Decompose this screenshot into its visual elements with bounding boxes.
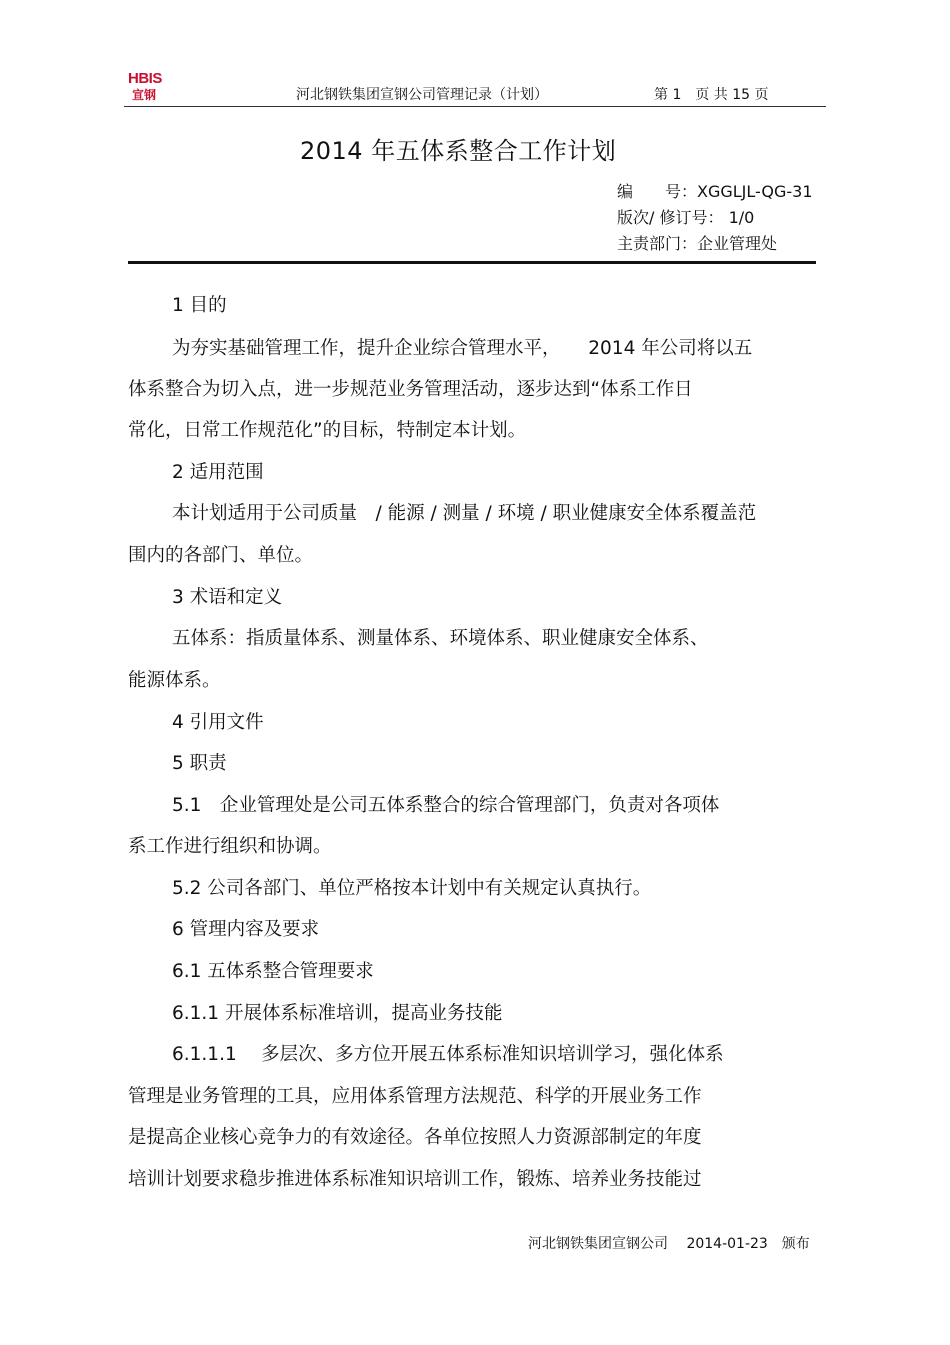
section-heading: 6 管理内容及要求 [172,919,320,940]
logo-text-bottom: 宣钢 [132,88,157,102]
paragraph-line: 体系整合为切入点，进一步规范业务管理活动，逐步达到“体系工作日 [128,379,693,400]
meta-department: 主责部门：企业管理处 [617,234,778,253]
meta-doc-number: 编 号：XGGLJL-QG-31 [617,182,813,201]
paragraph-line: 培训计划要求稳步推进体系标准知识培训工作，锻炼、培养业务技能过 [128,1169,702,1190]
title-divider [128,261,816,264]
header-divider [124,106,826,107]
paragraph-line: 常化，日常工作规范化”的目标，特制定本计划。 [128,420,527,441]
paragraph-line: 6.1.1.1 多层次、多方位开展五体系标准知识培训学习，强化体系 [172,1044,724,1065]
paragraph-line: 本计划适用于公司质量 / 能源 / 测量 / 环境 / 职业健康安全体系覆盖范 [172,503,757,524]
paragraph-line: 管理是业务管理的工具，应用体系管理方法规范、科学的开展业务工作 [128,1086,702,1107]
paragraph-line: 5.1 企业管理处是公司五体系整合的综合管理部门，负责对各项体 [172,795,720,816]
paragraph-line: 五体系：指质量体系、测量体系、环境体系、职业健康安全体系、 [172,628,709,649]
section-heading: 1 目的 [172,295,227,316]
paragraph-line: 5.2 公司各部门、单位严格按本计划中有关规定认真执行。 [172,878,652,899]
paragraph-line: 是提高企业核心竞争力的有效途径。各单位按照人力资源部制定的年度 [128,1127,702,1148]
footer-issuer: 河北钢铁集团宣钢公司 2014-01-23 颁布 [528,1236,810,1252]
paragraph-line: 围内的各部门、单位。 [128,545,314,566]
logo-text-top: HBIS [128,70,162,87]
header-page-info: 第 1 页 共 15 页 [654,87,769,103]
paragraph-line: 能源体系。 [128,670,221,691]
header-title: 河北钢铁集团宣钢公司管理记录（计划） [296,87,548,103]
meta-revision: 版次/ 修订号： 1/0 [617,208,755,227]
section-heading: 2 适用范围 [172,462,264,483]
document-title: 2014 年五体系整合工作计划 [300,137,617,165]
section-heading: 6.1.1 开展体系标准培训，提高业务技能 [172,1003,503,1024]
company-logo [128,70,170,104]
section-heading: 4 引用文件 [172,712,264,733]
section-heading: 6.1 五体系整合管理要求 [172,961,374,982]
section-heading: 5 职责 [172,753,227,774]
paragraph-line: 为夯实基础管理工作，提升企业综合管理水平， 2014 年公司将以五 [172,338,753,359]
section-heading: 3 术语和定义 [172,587,283,608]
paragraph-line: 系工作进行组织和协调。 [128,836,332,857]
